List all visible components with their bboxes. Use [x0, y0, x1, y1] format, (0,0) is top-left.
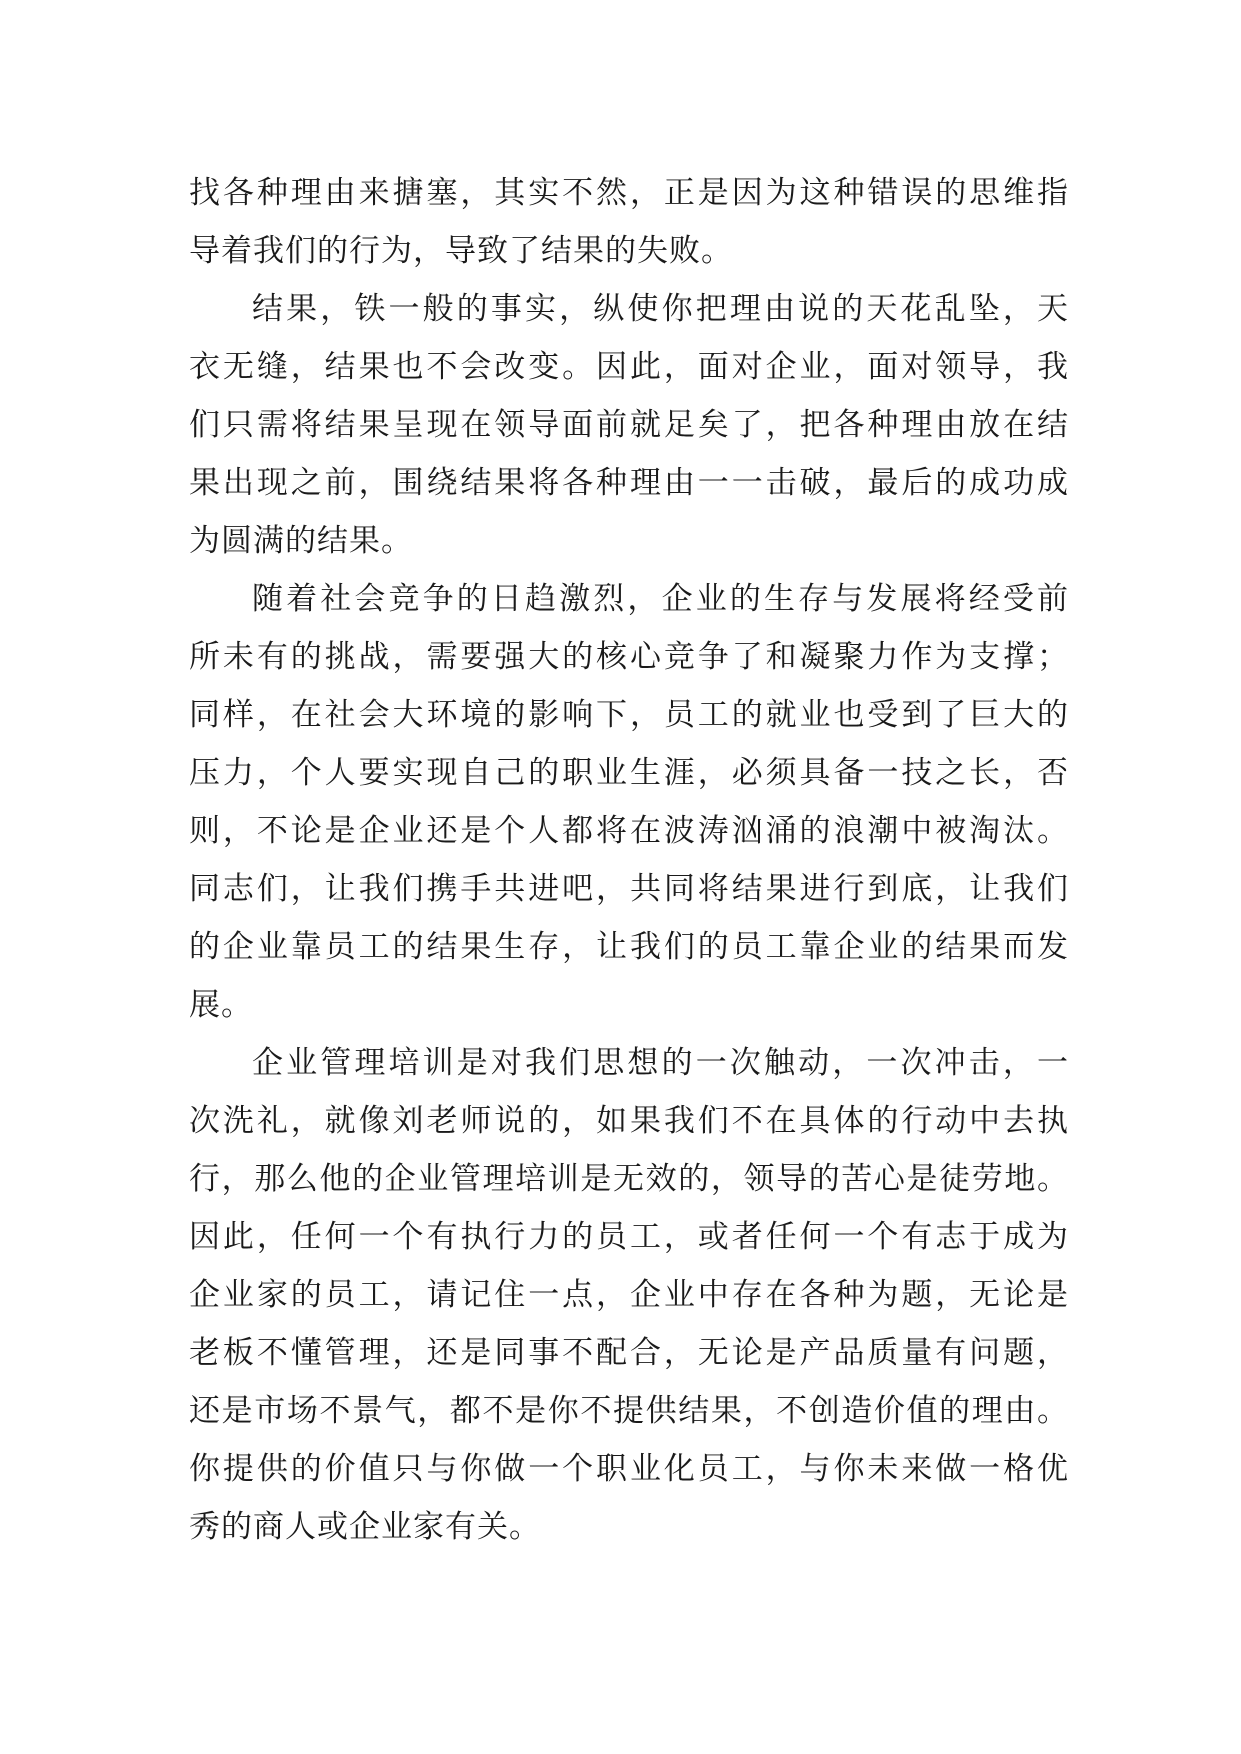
text-line: 果出现之前，围绕结果将各种理由一一击破，最后的成功成 [189, 465, 1069, 501]
text-line: 次洗礼，就像刘老师说的，如果我们不在具体的行动中去执 [189, 1103, 1069, 1139]
text-line: 因此，任何一个有执行力的员工，或者任何一个有志于成为 [189, 1219, 1069, 1255]
text-line: 老板不懂管理，还是同事不配合，无论是产品质量有问题， [189, 1335, 1069, 1371]
text-line: 行，那么他的企业管理培训是无效的，领导的苦心是徒劳地。 [189, 1161, 1069, 1197]
text-line: 找各种理由来搪塞，其实不然，正是因为这种错误的思维指 [189, 175, 1069, 211]
text-line: 压力，个人要实现自己的职业生涯，必须具备一技之长，否 [189, 755, 1069, 791]
text-line: 为圆满的结果。 [189, 523, 413, 559]
document-body [189, 164, 1069, 1556]
text-line: 所未有的挑战，需要强大的核心竞争了和凝聚力作为支撑； [189, 639, 1069, 675]
text-line: 展。 [189, 987, 253, 1023]
text-line: 衣无缝，结果也不会改变。因此，面对企业，面对领导，我 [189, 349, 1069, 385]
text-line: 秀的商人或企业家有关。 [189, 1509, 541, 1545]
text-line: 们只需将结果呈现在领导面前就足矣了，把各种理由放在结 [189, 407, 1069, 443]
paragraph-first-line: 企业管理培训是对我们思想的一次触动，一次冲击，一 [252, 1045, 1069, 1081]
paragraph-first-line: 结果，铁一般的事实，纵使你把理由说的天花乱坠，天 [252, 291, 1069, 327]
text-line: 的企业靠员工的结果生存，让我们的员工靠企业的结果而发 [189, 929, 1069, 965]
text-line: 还是市场不景气，都不是你不提供结果，不创造价值的理由。 [189, 1393, 1069, 1429]
text-line: 你提供的价值只与你做一个职业化员工，与你未来做一格优 [189, 1451, 1069, 1487]
text-line: 企业家的员工，请记住一点，企业中存在各种为题，无论是 [189, 1277, 1069, 1313]
paragraph-first-line: 随着社会竞争的日趋激烈，企业的生存与发展将经受前 [252, 581, 1069, 617]
text-line: 则，不论是企业还是个人都将在波涛汹涌的浪潮中被淘汰。 [189, 813, 1069, 849]
text-line: 导着我们的行为，导致了结果的失败。 [189, 233, 733, 269]
text-line: 同志们，让我们携手共进吧，共同将结果进行到底，让我们 [189, 871, 1069, 907]
text-line: 同样，在社会大环境的影响下，员工的就业也受到了巨大的 [189, 697, 1069, 733]
